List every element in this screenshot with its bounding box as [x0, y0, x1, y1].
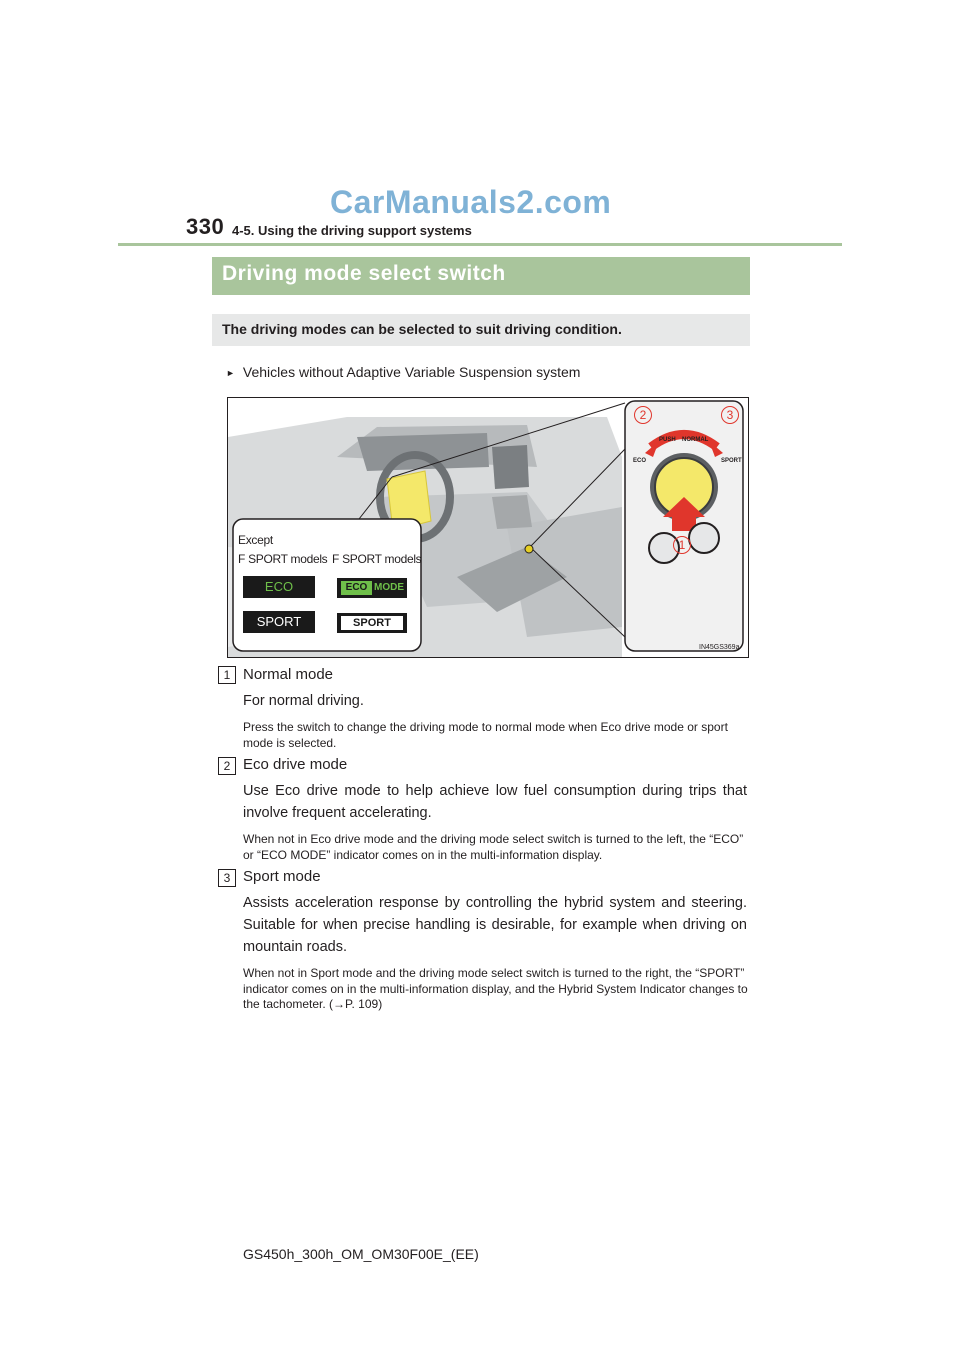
sport-indicator-fsport: SPORT: [353, 617, 391, 629]
label-fsport: F SPORT models: [332, 552, 422, 566]
item-title-normal: Normal mode: [243, 666, 334, 683]
variant-label-text: Vehicles without Adaptive Variable Suspension system: [242, 364, 581, 380]
eco-indicator-standard: ECO: [264, 579, 294, 594]
variant-label: [226, 364, 580, 380]
knob-label-normal: NORMAL: [682, 437, 709, 443]
label-except-line-1: Except: [238, 533, 273, 547]
label-except-line-2: F SPORT models: [238, 552, 328, 566]
item-number-2: 2: [218, 757, 236, 775]
item-note-sport: When not in Sport mode and the driving mode select switch is turned to the right, the “SPORT” indicator comes on in the multi-information display, and the Hybrid System Indicator changes to the tachometer. (→P. 109): [243, 966, 748, 1011]
figure-code: IN45GS369a: [699, 644, 740, 651]
item-note-normal: Press the switch to change the driving mode to normal mode when Eco drive mode or sport mode is selected.: [243, 720, 728, 750]
knob-label-push: PUSH: [659, 437, 676, 443]
item-title-sport: Sport mode: [243, 868, 321, 885]
item-note-eco: When not in Eco drive mode and the driving mode select switch is turned to the left, the “ECO” or “ECO MODE” indicator comes on in the multi-information display.: [243, 832, 744, 862]
eco-mode-indicator-fsport: MODE: [374, 582, 404, 593]
header-rule: [118, 243, 842, 246]
watermark: CarManuals2.com: [330, 184, 612, 220]
item-body-normal: For normal driving.: [243, 693, 364, 709]
knob-label-eco: ECO: [633, 458, 647, 464]
figure-callout-3: 3: [721, 406, 739, 424]
figure-driving-mode-switch: [227, 397, 749, 658]
item-number-1: 1: [218, 666, 236, 684]
item-number-3: 3: [218, 869, 236, 887]
item-title-eco: Eco drive mode: [243, 756, 348, 773]
item-body-eco: Use Eco drive mode to help achieve low fuel consumption during trips that involve frequent accelerating.: [243, 783, 747, 821]
knob-label-sport: SPORT: [721, 458, 742, 464]
footer-code: GS450h_300h_OM_OM30F00E_(EE): [243, 1246, 479, 1262]
item-body-sport: Assists acceleration response by controlling the hybrid system and steering. Suitable for when precise handling is desirable, for example when driving on mountain roads.: [243, 895, 747, 955]
eco-indicator-fsport: ECO: [345, 582, 368, 593]
figure-callout-2: 2: [634, 406, 652, 424]
section-title: Driving mode select switch: [222, 262, 506, 285]
triangle-bullet-icon: ►: [226, 368, 235, 378]
running-header: 4-5. Using the driving support systems: [232, 223, 472, 238]
page-number: 330: [186, 214, 225, 239]
label-except: [238, 533, 327, 566]
sport-indicator-standard: SPORT: [256, 614, 302, 629]
intro-text: The driving modes can be selected to suit driving condition.: [222, 321, 622, 337]
figure-callout-1: 1: [673, 536, 691, 554]
